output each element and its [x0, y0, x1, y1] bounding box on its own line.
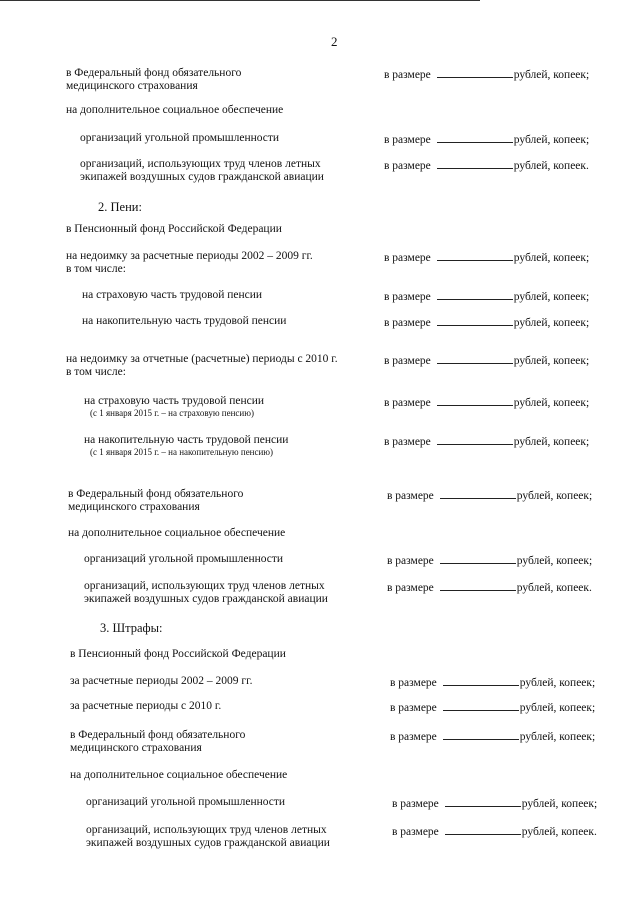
line-item-label: [66, 223, 282, 236]
amount-prefix: в размере: [384, 355, 431, 367]
amount-suffix: рублей, копеек;: [513, 355, 590, 367]
label-line: экипажей воздушных судов гражданской авиации: [86, 837, 330, 849]
line-item-label: [70, 769, 287, 782]
page-number: 2: [331, 34, 338, 49]
line-item-label: [68, 488, 243, 514]
amount-blank-line: [437, 132, 513, 143]
amount-suffix: рублей, копеек.: [513, 160, 589, 172]
label-line: на недоимку за расчетные периоды 2002 – 2009 гг.: [66, 250, 313, 262]
line-item-label: [70, 648, 286, 661]
label-line: медицинского страхования: [66, 80, 198, 92]
amount-field: [384, 250, 589, 265]
amount-blank-line: [437, 395, 513, 406]
label-line: в Федеральный фонд обязательного: [66, 67, 242, 79]
amount-prefix: в размере: [390, 677, 437, 689]
label-line: за расчетные периоды 2002 – 2009 гг.: [70, 675, 253, 687]
label-line: в том числе:: [66, 366, 126, 378]
amount-blank-line: [443, 700, 519, 711]
amount-blank-line: [443, 729, 519, 740]
label-line: на страховую часть трудовой пенсии: [82, 289, 263, 301]
amount-suffix: рублей, копеек;: [513, 134, 590, 146]
label-line: на накопительную часть трудовой пенсии: [84, 434, 289, 446]
amount-prefix: в размере: [390, 731, 437, 743]
line-item-label: [84, 395, 264, 419]
amount-suffix: рублей, копеек;: [513, 436, 590, 448]
label-line: на недоимку за отчетные (расчетные) периоды с 2010 г.: [66, 353, 338, 365]
label-line: на страховую часть трудовой пенсии: [84, 395, 265, 407]
line-item-label: [66, 104, 283, 117]
amount-prefix: в размере: [384, 317, 431, 329]
section-heading: 3. Штрафы:: [100, 621, 163, 635]
amount-prefix: в размере: [384, 134, 431, 146]
amount-suffix: рублей, копеек;: [519, 677, 596, 689]
amount-suffix: рублей, копеек;: [516, 490, 593, 502]
label-line: в Пенсионный фонд Российской Федерации: [66, 223, 282, 235]
top-rule: [0, 0, 480, 1]
line-item-label: [82, 315, 286, 328]
line-item-label: [82, 289, 262, 302]
amount-field: [387, 488, 592, 503]
line-item-label: [70, 700, 221, 713]
amount-blank-line: [443, 675, 519, 686]
line-item-label: [80, 132, 279, 145]
amount-blank-line: [437, 289, 513, 300]
label-line: в том числе:: [66, 263, 126, 275]
amount-blank-line: [440, 553, 516, 564]
amount-blank-line: [437, 67, 513, 78]
amount-prefix: в размере: [387, 555, 434, 567]
label-line: в Пенсионный фонд Российской Федерации: [70, 648, 286, 660]
amount-suffix: рублей, копеек;: [513, 317, 590, 329]
amount-blank-line: [437, 250, 513, 261]
amount-field: [392, 824, 597, 839]
amount-prefix: в размере: [384, 397, 431, 409]
label-line: организаций угольной промышленности: [80, 132, 280, 144]
label-line: на дополнительное социальное обеспечение: [70, 769, 288, 781]
label-line: организаций, использующих труд членов летных: [84, 580, 325, 592]
amount-blank-line: [440, 488, 516, 499]
amount-prefix: в размере: [384, 291, 431, 303]
amount-suffix: рублей, копеек;: [513, 291, 590, 303]
line-item-label: [66, 67, 241, 93]
label-line: организаций, использующих труд членов летных: [80, 158, 321, 170]
amount-field: [384, 67, 589, 82]
amount-prefix: в размере: [384, 69, 431, 81]
label-line: организаций угольной промышленности: [84, 553, 284, 565]
line-item-label: [70, 729, 245, 755]
amount-blank-line: [437, 434, 513, 445]
amount-suffix: рублей, копеек;: [519, 731, 596, 743]
line-item-label: [84, 553, 283, 566]
amount-suffix: рублей, копеек;: [513, 69, 590, 81]
amount-prefix: в размере: [384, 160, 431, 172]
amount-field: [390, 675, 595, 690]
line-item-label: [68, 527, 285, 540]
line-item-label: [86, 824, 330, 850]
line-item-label: [86, 796, 285, 809]
label-note: (с 1 января 2015 г. – на страховую пенсию): [90, 408, 254, 418]
amount-blank-line: [445, 824, 521, 835]
amount-suffix: рублей, копеек;: [519, 702, 596, 714]
label-line: организаций угольной промышленности: [86, 796, 286, 808]
amount-prefix: в размере: [384, 436, 431, 448]
label-line: экипажей воздушных судов гражданской авиации: [84, 593, 328, 605]
amount-field: [384, 158, 589, 173]
amount-blank-line: [437, 315, 513, 326]
amount-prefix: в размере: [387, 582, 434, 594]
amount-field: [392, 796, 597, 811]
amount-suffix: рублей, копеек;: [513, 252, 590, 264]
label-line: медицинского страхования: [68, 501, 200, 513]
amount-field: [384, 395, 589, 410]
label-line: медицинского страхования: [70, 742, 202, 754]
label-line: в Федеральный фонд обязательного: [68, 488, 244, 500]
amount-blank-line: [445, 796, 521, 807]
label-line: организаций, использующих труд членов летных: [86, 824, 327, 836]
amount-blank-line: [437, 353, 513, 364]
amount-field: [390, 700, 595, 715]
amount-prefix: в размере: [387, 490, 434, 502]
line-item-label: [70, 675, 252, 688]
amount-field: [384, 434, 589, 449]
amount-suffix: рублей, копеек;: [513, 397, 590, 409]
line-item-label: [66, 250, 313, 276]
amount-suffix: рублей, копеек.: [516, 582, 592, 594]
amount-suffix: рублей, копеек;: [516, 555, 593, 567]
amount-prefix: в размере: [392, 826, 439, 838]
line-item-label: [84, 580, 328, 606]
line-item-label: [84, 434, 288, 458]
label-line: за расчетные периоды с 2010 г.: [70, 700, 222, 712]
line-item-label: [66, 353, 338, 379]
amount-prefix: в размере: [392, 798, 439, 810]
amount-suffix: рублей, копеек.: [521, 826, 597, 838]
line-item-label: [80, 158, 324, 184]
label-line: на накопительную часть трудовой пенсии: [82, 315, 287, 327]
amount-field: [390, 729, 595, 744]
label-line: на дополнительное социальное обеспечение: [66, 104, 284, 116]
amount-field: [384, 132, 589, 147]
amount-suffix: рублей, копеек;: [521, 798, 598, 810]
label-note: (с 1 января 2015 г. – на накопительную пенсию): [90, 447, 274, 457]
amount-field: [384, 353, 589, 368]
label-line: экипажей воздушных судов гражданской авиации: [80, 171, 324, 183]
amount-prefix: в размере: [384, 252, 431, 264]
amount-field: [387, 580, 592, 595]
amount-prefix: в размере: [390, 702, 437, 714]
amount-blank-line: [440, 580, 516, 591]
amount-field: [384, 289, 589, 304]
amount-field: [387, 553, 592, 568]
section-heading: 2. Пени:: [98, 200, 142, 214]
label-line: на дополнительное социальное обеспечение: [68, 527, 286, 539]
label-line: в Федеральный фонд обязательного: [70, 729, 246, 741]
amount-field: [384, 315, 589, 330]
amount-blank-line: [437, 158, 513, 169]
